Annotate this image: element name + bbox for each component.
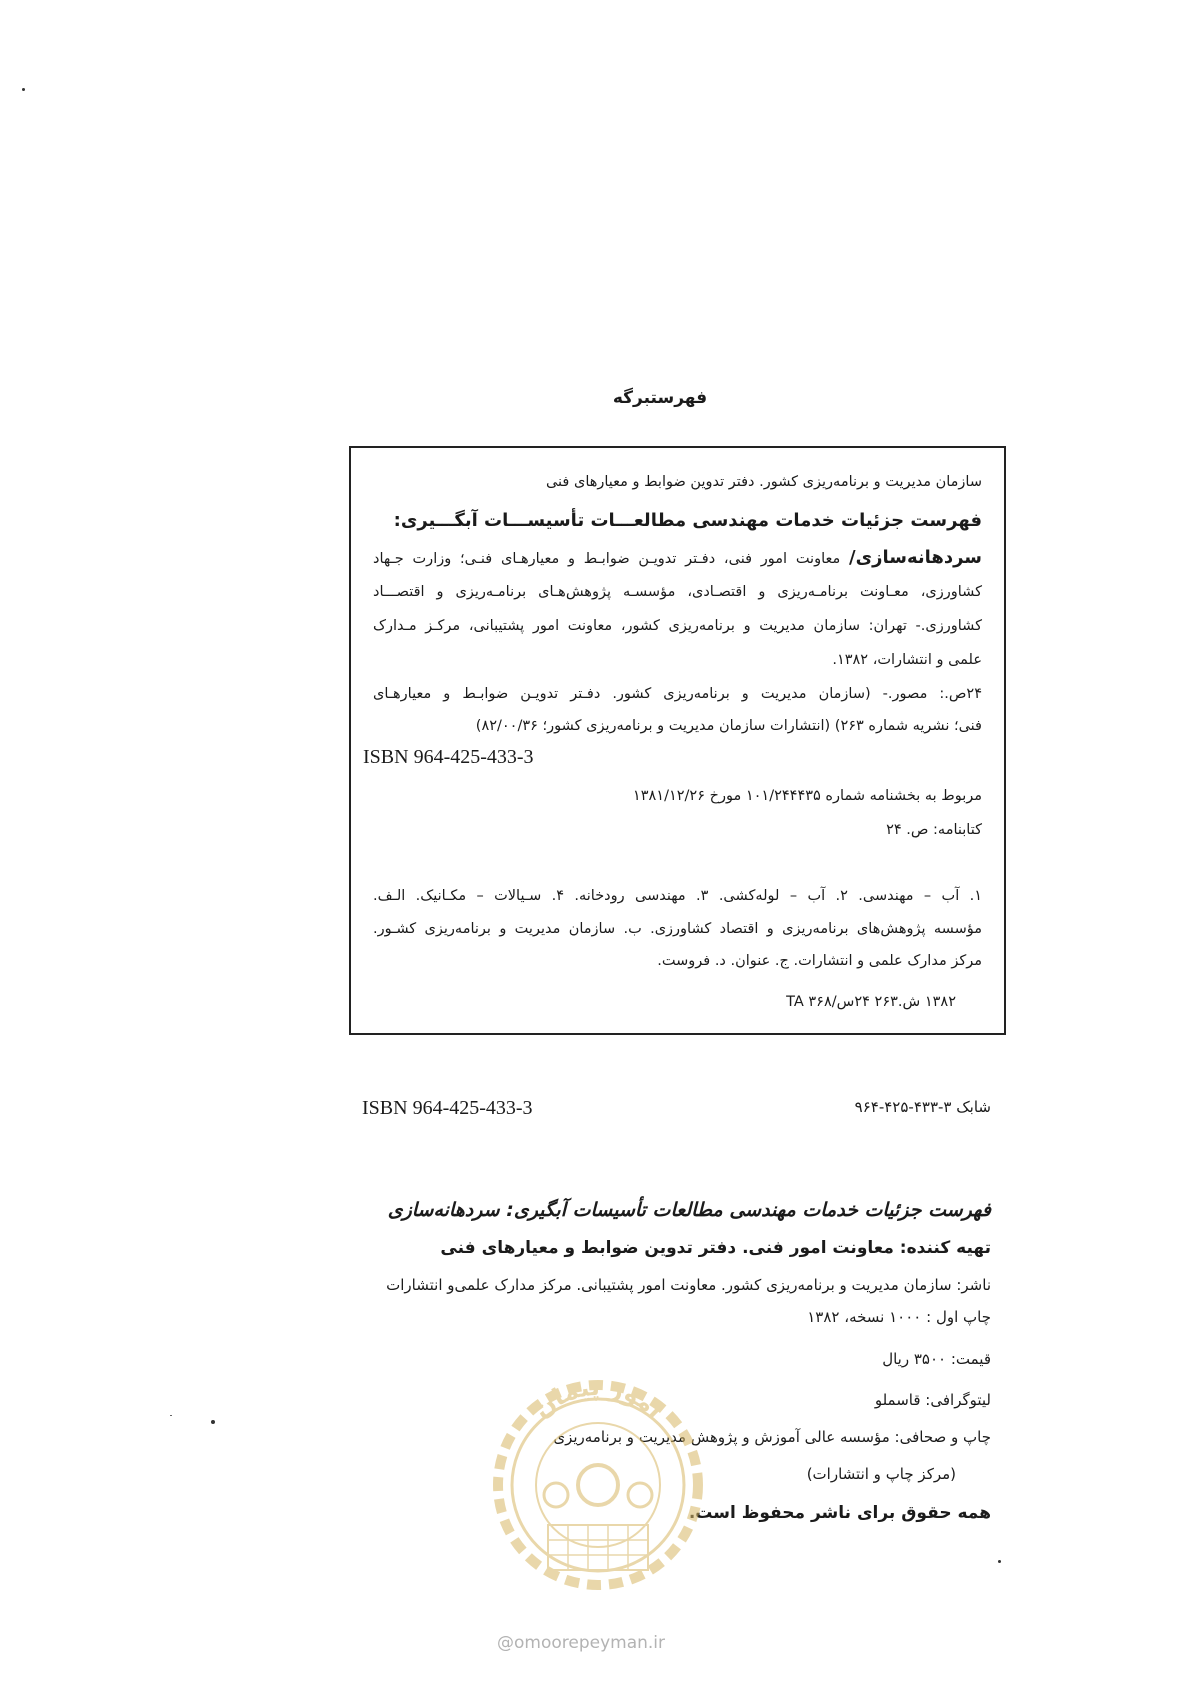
catalog-card xyxy=(349,446,1006,1035)
catalog-classification: ۱۳۸۲ ش.۲۶۳ ۲۴س/۳۶۸ TA xyxy=(786,994,956,1010)
catalog-isbn: ISBN 964-425-433-3 xyxy=(363,746,534,768)
isbn-english: ISBN 964-425-433-3 xyxy=(362,1097,533,1119)
isbn-persian: شابک ۳-۴۳۳-۴۲۵-۹۶۴ xyxy=(854,1098,991,1116)
catalog-line xyxy=(373,547,982,568)
catalog-title-cont: سردهانه‌سازی/ xyxy=(849,547,982,568)
catalog-line: فنی؛ نشریه شماره ۲۶۳) (انتشارات سازمان مدیریت و برنامه‌ریزی کشور؛ ۸۲/۰۰/۳۶) xyxy=(475,718,982,734)
catalog-line: کتابنامه: ص. ۲۴ xyxy=(886,822,982,838)
publisher: ناشر: سازمان مدیریت و برنامه‌ریزی کشور. معاونت امور پشتیبانی. مرکز مدارک علمی‌و انتشارات xyxy=(386,1276,991,1294)
catalog-line: ۲۴ص.: مصور.- (سازمان مدیریت و برنامه‌ریزی کشور. دفـتر تدویـن ضوابـط و معیارهـای xyxy=(373,686,982,702)
website-watermark: @omoorepeyman.ir xyxy=(497,1633,666,1653)
lithography: لیتوگرافی: قاسملو xyxy=(874,1391,991,1409)
scan-speck xyxy=(22,88,25,91)
scan-speck xyxy=(170,1415,172,1416)
catalog-heading: فهرستبرگه xyxy=(612,388,708,408)
catalog-line: سازمان مدیریت و برنامه‌ریزی کشور. دفتر تدوین ضوابط و معیارهای فنی xyxy=(545,474,982,490)
prepared-by: تهیه کننده: معاونت امور فنی. دفتر تدوین ضوابط و معیارهای فنی xyxy=(440,1238,991,1258)
catalog-line: کشاورزی.- تهران: سازمان مدیریت و برنامه‌ریزی کشور، معاونت امور پشتیبانی، مرکـز مـدارک xyxy=(373,618,982,634)
price: قیمت: ۳۵۰۰ ریال xyxy=(882,1350,991,1368)
catalog-line: کشاورزی، معـاونت برنامـه‌ریزی و اقتصـادی، مؤسسـه پژوهش‌هـای برنامـه‌ریزی و اقتصـــاد xyxy=(373,584,982,600)
rights-notice: همه حقوق برای ناشر محفوظ است. xyxy=(688,1503,991,1523)
catalog-line-rest: معاونت امور فنی، دفـتر تدویـن ضوابـط و معیارهـای فنـی؛ وزارت جـهاد xyxy=(373,551,850,567)
stamp-logo xyxy=(478,1360,718,1600)
svg-text:امور پیمان: امور پیمان xyxy=(527,1372,670,1424)
printing-center: (مرکز چاپ و انتشارات) xyxy=(806,1465,956,1483)
book-title: فهرست جزئیات خدمات مهندسی مطالعات تأسیسات آبگیری: سردهانه‌سازی xyxy=(387,1199,991,1221)
catalog-subject-line: مؤسسه پژوهش‌های برنامه‌ریزی و اقتصاد کشاورزی. ب. سازمان مدیریت و برنامه‌ریزی کشـور. xyxy=(373,921,982,937)
scan-speck xyxy=(998,1560,1001,1563)
catalog-line: علمی و انتشارات، ۱۳۸۲. xyxy=(832,652,982,668)
catalog-line: مربوط به بخشنامه شماره ۱۰۱/۲۴۴۴۳۵ مورخ ۱۳۸۱/۱۲/۲۶ xyxy=(632,788,982,804)
printing: چاپ و صحافی: مؤسسه عالی آموزش و پژوهش مدیریت و برنامه‌ریزی xyxy=(553,1428,991,1446)
edition: چاپ اول : ۱۰۰۰ نسخه، ۱۳۸۲ xyxy=(807,1308,991,1326)
catalog-subject-line: ۱. آب – مهندسی. ۲. آب – لوله‌کشی. ۳. مهندسی رودخانه. ۴. سـیالات – مکـانیک. الـف. xyxy=(373,888,982,904)
catalog-title: فهرست جزئیات خدمات مهندسی مطالعـــات تأسیســـات آبگـــیری: xyxy=(393,510,982,531)
catalog-subject-line: مرکز مدارک علمی و انتشارات. ج. عنوان. د. فروست. xyxy=(657,953,982,969)
scan-speck xyxy=(211,1420,215,1424)
